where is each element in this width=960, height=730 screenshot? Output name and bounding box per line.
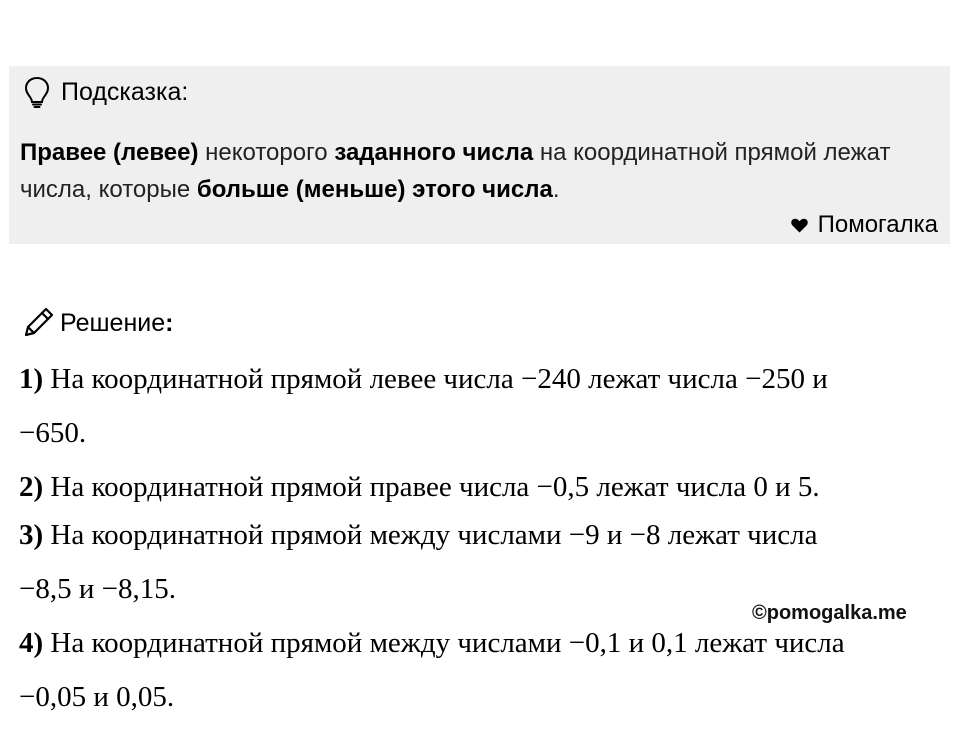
hint-title: Подсказка:	[61, 77, 189, 106]
item-number: 4)	[19, 627, 44, 659]
credit-label: Помогалка	[817, 211, 938, 238]
item-number: 1)	[19, 363, 44, 395]
pencil-icon	[20, 305, 56, 341]
hint-credit	[791, 211, 938, 239]
hint-emphasis-1: Правее (левее)	[20, 139, 199, 166]
lightbulb-icon	[23, 76, 51, 108]
solution-title	[60, 309, 173, 338]
hint-text-6: .	[552, 176, 560, 203]
hint-box	[9, 66, 950, 244]
item-text: −650.	[19, 417, 87, 449]
item-text: На координатной прямой левее числа −240 лежат числа −250 и	[43, 363, 828, 395]
hint-header	[23, 76, 188, 108]
hint-emphasis-2: заданного числа	[334, 139, 534, 166]
item-text: На координатной прямой правее числа −0,5 лежат числа 0 и 5.	[43, 471, 820, 503]
hint-text-2: некоторого	[198, 139, 335, 166]
solution-title-colon: :	[165, 308, 174, 337]
item-text: На координатной прямой между числами −0,1 и 0,1 лежат числа	[43, 627, 845, 659]
item-number: 2)	[19, 471, 44, 503]
hint-text	[20, 134, 920, 208]
hint-emphasis-3: больше (меньше) этого числа	[196, 176, 553, 203]
item-text: −8,5 и −8,15.	[19, 573, 176, 605]
solution-item-4-line-2	[19, 681, 174, 714]
solution-title-text: Решение	[60, 308, 166, 337]
item-number: 3)	[19, 519, 44, 551]
watermark: ©pomogalka.me	[752, 602, 907, 624]
solution-item-1-line-1	[19, 363, 828, 396]
item-text: −0,05 и 0,05.	[19, 681, 175, 713]
heart-icon	[791, 218, 808, 233]
solution-item-4-line-1	[19, 627, 845, 660]
solution-item-3-line-1	[19, 519, 818, 552]
solution-item-2-line-1	[19, 471, 820, 504]
solution-item-1-line-2	[19, 417, 86, 450]
hint-text-4: на координатной прямой лежат числа, которые	[20, 139, 891, 203]
item-text: На координатной прямой между числами −9 и −8 лежат числа	[43, 519, 818, 551]
solution-header	[20, 305, 173, 341]
solution-item-3-line-2	[19, 573, 176, 606]
